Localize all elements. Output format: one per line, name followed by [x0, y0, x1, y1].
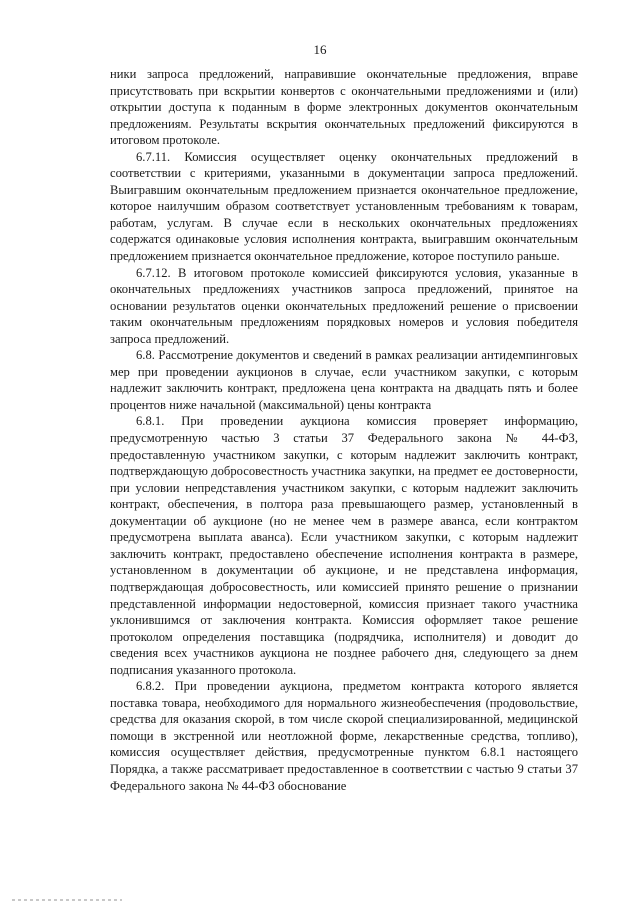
paragraph-6-7-12: 6.7.12. В итоговом протоколе комиссией фиксируются условия, указанные в окончательных предложениях участников запроса предложений, принятое на основании результатов оценки окончательных предложений решение о присвоении таким окончательным предложениям порядковых номеров и условия победителя запроса предложений. [110, 265, 578, 346]
page-number: 16 [313, 42, 327, 57]
scan-edge-mark [12, 899, 122, 901]
paragraph-6-8-2: 6.8.2. При проведении аукциона, предметом контракта которого является поставка товара, необходимого для нормального жизнеобеспечения (продовольствие, средства для оказания скорой, в том числе скорой специализированной, медицинской помощи в экстренной или неотложной форме, лекарственные средства, топливо), комиссия осуществляет действия, предусмотренные пунктом 6.8.1 настоящего Порядка, а также рассматривает предоставленное в соответствии с частью 9 статьи 37 Федерального закона № 44-ФЗ обоснование [110, 679, 578, 793]
paragraph-6-7-11: 6.7.11. Комиссия осуществляет оценку окончательных предложений в соответствии с критериями, указанными в документации запроса предложений. Выигравшим окончательным предложением признается окончательное предложение, которое наилучшим образом соответствует установленным требованиям к товарам, работам, услугам. В случае если в нескольких окончательных предложениях содержатся одинаковые условия исполнения контракта, выигравшим окончательным предложением признается окончательное предложение, которое поступило раньше. [110, 149, 578, 264]
paragraph-6-8-1: 6.8.1. При проведении аукциона комиссия проверяет информацию, предусмотренную частью 3 статьи 37 Федерального закона № 44-ФЗ, предоставленную участником закупки, с которым надлежит заключить контракт, подтверждающую добросовестность участника закупки, на предмет ее достоверности, при условии непредставления участником закупки, с которым надлежит заключить контракт, обеспечения, в полтора раза превышающего размер, установленный в документации об аукционе (но не менее чем в размере аванса, если контрактом предусмотрена выплата аванса). Если участником закупки, с которым надлежит заключить контракт, предоставлено обеспечение исполнения контракта в размере, установленном в документации об аукционе, и не представлена информация, подтверждающая добросовестность, или комиссией принято решение о признании представленной информации недостоверной, комиссия признает такого участника уклонившимся от заключения контракта. Комиссия оформляет такое решение протоколом определения поставщика (подрядчика, исполнителя) и доводит до сведения всех участников аукциона не позднее рабочего дня, следующего за днем подписания указанного протокола. [110, 414, 578, 677]
body-text [110, 66, 578, 794]
paragraph-continuation: ники запроса предложений, направившие окончательные предложения, вправе присутствовать при вскрытии конвертов с окончательными предложениями и (или) открытии доступа к поданным в форме электронных документов окончательным предложениям. Результаты вскрытия окончательных предложений фиксируются в итоговом протоколе. [110, 67, 578, 148]
paragraph-6-8: 6.8. Рассмотрение документов и сведений в рамках реализации антидемпинговых мер при проведении аукционов в случае, если участником закупки, с которым надлежит заключить контракт, предложена цена контракта на двадцать пять и более процентов ниже начальной (максимальной) цены контракта [110, 348, 578, 412]
